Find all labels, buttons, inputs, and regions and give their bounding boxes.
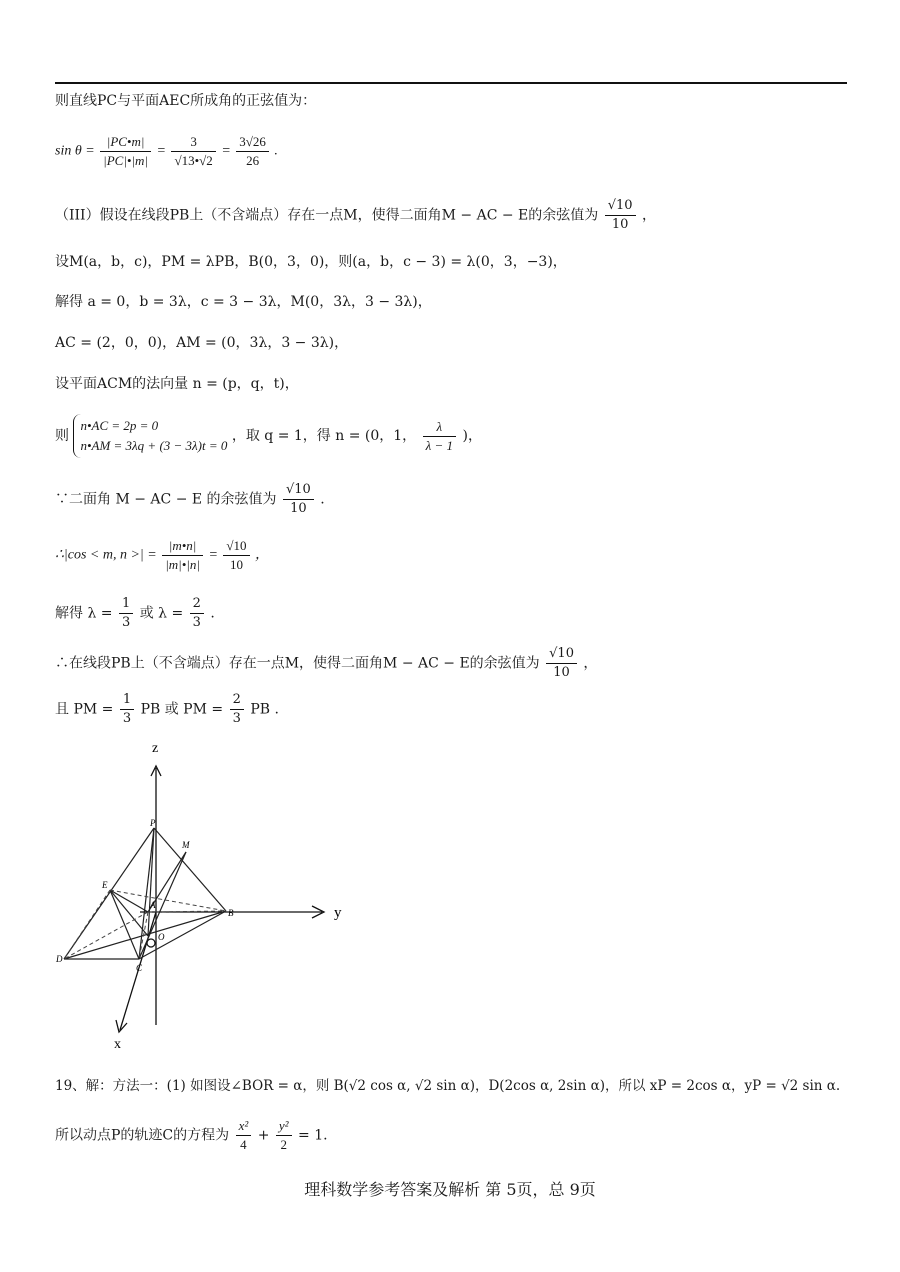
fraction: $\frac{3}{√13•√2}$ [171, 134, 215, 169]
fraction: $\frac{√10}{10}$ [283, 482, 314, 517]
point-label-p: P [150, 818, 156, 828]
fraction: $\frac{\text{y²}}{2}$ [276, 1118, 292, 1153]
text-line-20: 所以动点P的轨迹C的方程为 $\frac{\text{x²}}{4}$ + $\frac{\text{y²}}{2}$ = 1. [55, 1118, 328, 1152]
text-line-12: ∴在线段PB上（不含端点）存在一点M，使得二面角M − AC − E的余弦值为 $\frac{√10}{10}$ ， [55, 646, 598, 680]
fraction: $\frac{√10}{10}$ [605, 198, 636, 233]
header-rule [55, 82, 847, 84]
point-label-a: A [150, 900, 156, 910]
text-line-6: AC = (2，0，0)，AM = (0，3λ，3 − 3λ)， [55, 335, 349, 351]
x-label: x [114, 1037, 121, 1052]
fraction: $\frac{√10}{10}$ [223, 538, 249, 573]
point-label-c: C [136, 963, 143, 973]
point-label-m: M [182, 840, 190, 850]
text-line-11: 解得 λ = $\frac{1}{3}$ 或 λ = $\frac{2}{3}$ . [55, 596, 215, 630]
equation-system: 则 n•AC = 2p = 0 n•AM = 3λq + (3 − 3λ)t = 0 ，取 q = 1，得 n = (0，1， $\frac{\lambda}{\lambda - 1}$ )， [55, 414, 482, 458]
fraction: $\frac{√10}{10}$ [546, 646, 577, 681]
point-label-d: D [56, 954, 63, 964]
page-footer: 理科数学参考答案及解析 第 5页，总 9页 [304, 1180, 596, 1199]
fraction: $\frac{1}{3}$ [120, 692, 134, 727]
origin-circle [147, 939, 155, 947]
formula-cos: ∴|cos < m, n >| = $\frac{|m•n|}{|m|•|n|}$ = $\frac{√10}{10}$ ， [55, 538, 270, 572]
text-line-3: （III）假设在线段PB上（不含端点）存在一点M，使得二面角M − AC − E的余弦值为 $\frac{√10}{10}$ ， [55, 198, 657, 232]
text-line-13: 且 PM = $\frac{1}{3}$ PB 或 PM = $\frac{2}{3}$ PB . [55, 692, 279, 726]
system-brace: n•AC = 2p = 0 n•AM = 3λq + (3 − 3λ)t = 0 [73, 414, 227, 458]
fraction: $\frac{2}{3}$ [190, 596, 204, 631]
text-line-9: ∵二面角 M − AC − E 的余弦值为 $\frac{√10}{10}$ . [55, 482, 325, 516]
point-label-b: B [228, 908, 234, 918]
point-label-e: E [102, 880, 108, 890]
text-line-1: 则直线PC与平面AEC所成角的正弦值为： [55, 93, 317, 109]
text-line-7: 设平面ACM的法向量 n = (p，q，t)， [55, 376, 299, 392]
text-line-19: 19、解：方法一：(1) 如图设∠BOR = α，则 B(√2 cos α, √2 sin α)，D(2cos α, 2sin α)，所以 xP = 2cos α，yP = √2 sin α. [55, 1078, 841, 1094]
z-label: z [152, 741, 159, 756]
formula-sin-theta: sin θ = $\frac{|PC•m|}{|PC|•|m|}$ = $\frac{3}{√13•√2}$ = $\frac{3√26}{26}$ . [55, 134, 278, 168]
point-label-o: O [158, 932, 165, 942]
text-line-4: 设M(a，b，c)，PM = λPB，B(0，3，0)，则(a，b，c − 3) = λ(0，3，−3)， [55, 254, 567, 270]
fraction: $\frac{1}{3}$ [119, 596, 133, 631]
text-line-5: 解得 a = 0，b = 3λ，c = 3 − 3λ，M(0，3λ，3 − 3λ)， [55, 294, 432, 310]
fraction: $\frac{\text{x²}}{4}$ [236, 1118, 252, 1153]
solid-edges [64, 828, 226, 959]
geometry-figure [50, 740, 370, 1055]
fraction: $\frac{3√26}{26}$ [236, 134, 269, 169]
fraction: $\frac{2}{3}$ [230, 692, 244, 727]
y-label: y [334, 905, 342, 921]
fraction: $\frac{\lambda}{\lambda - 1}$ [423, 419, 456, 454]
fraction: $\frac{|m•n|}{|m|•|n|}$ [162, 538, 203, 573]
fraction: $\frac{|PC•m|}{|PC|•|m|}$ [100, 134, 151, 169]
